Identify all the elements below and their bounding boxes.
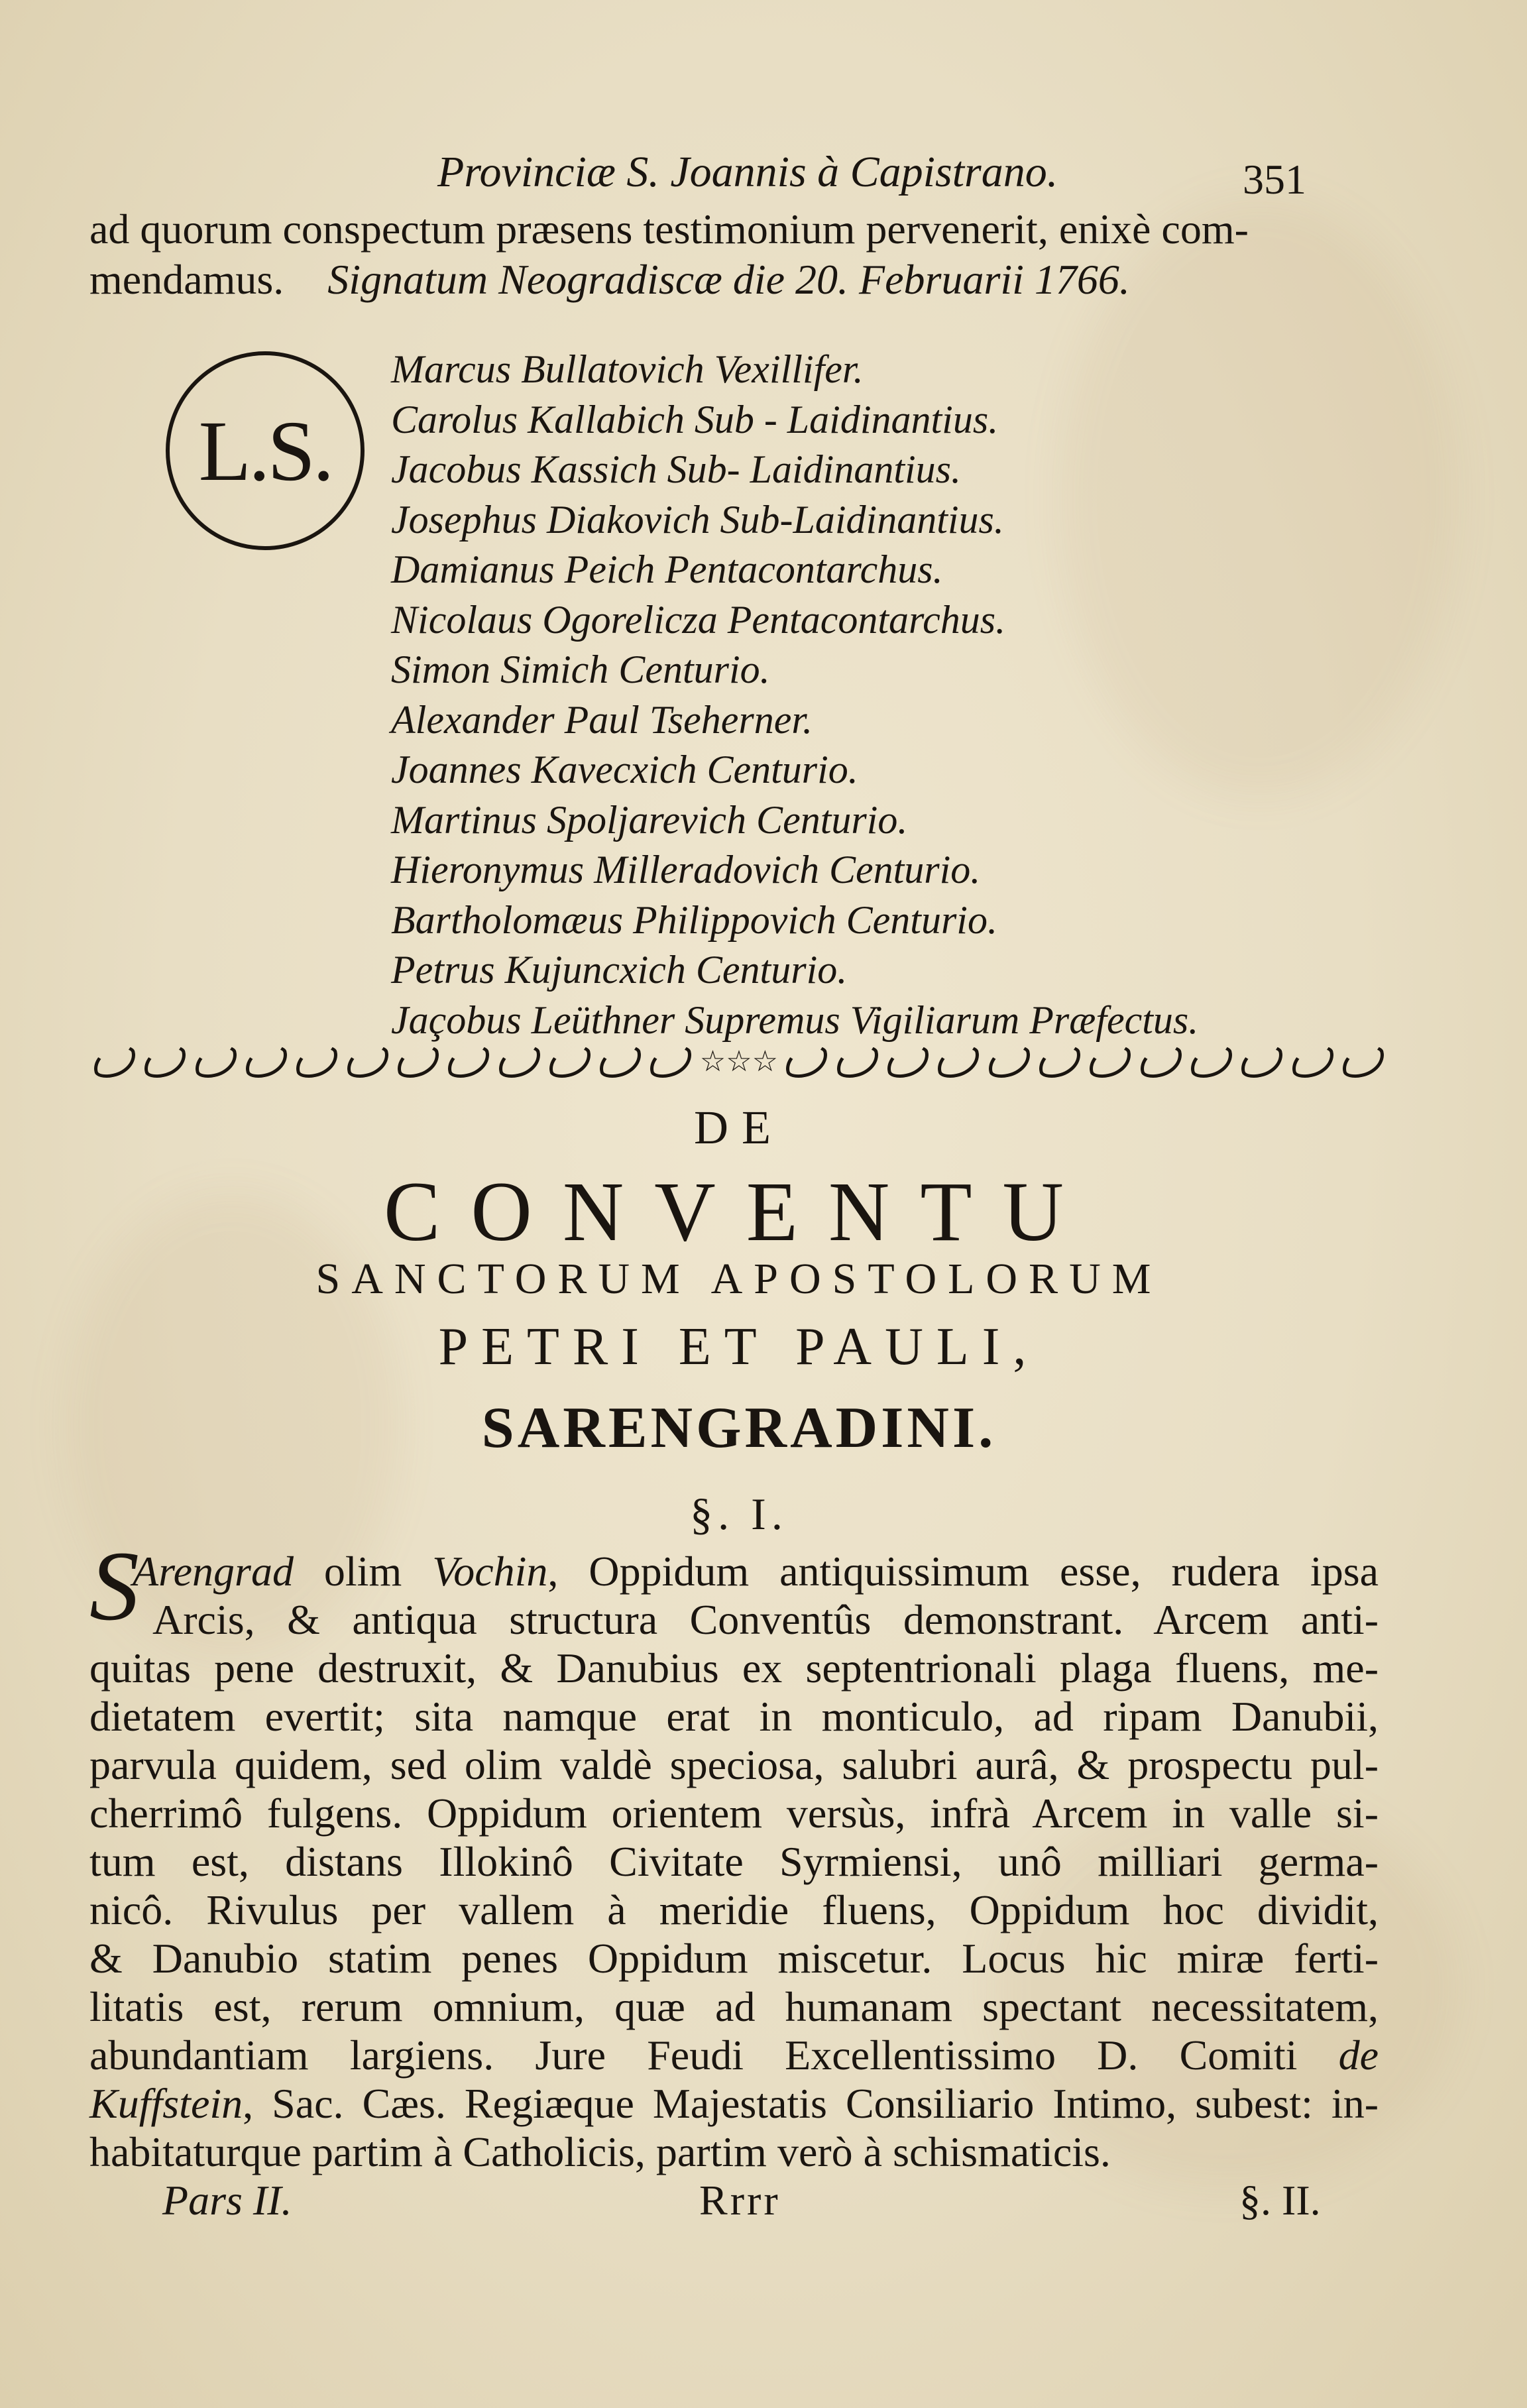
place-name: Arengrad [133,1548,294,1595]
paragraph-line: parvula quidem, sed olim valdè speciosa, salubri aurâ, & prospectu pul- [89,1741,1379,1788]
opening-line-2 [89,255,1349,305]
paragraph-line: habitaturque partim à Catholicis, partim verò à schismaticis. [89,2128,1111,2175]
scroll-ornament [1137,1044,1186,1080]
scroll-ornament [1288,1044,1337,1080]
paragraph-line: dietatem evertit; sita namque erat in monticulo, ad ripam Danubii, [89,1693,1379,1740]
scroll-ornament [545,1044,594,1080]
paragraph-line: nicô. Rivulus per vallem à meridie fluens, Oppidum hoc dividit, [89,1886,1379,1933]
signatory: Martinus Spoljarevich Centurio. [391,797,908,842]
signatory: Petrus Kujuncxich Centurio. [391,948,848,992]
scroll-ornament [783,1044,832,1080]
signatory: Joannes Kavecxich Centurio. [391,748,858,791]
signatory-list [391,345,1359,1045]
scroll-ornament [1339,1044,1385,1080]
signatory: Marcus Bullatovich Vexillifer. [391,347,864,391]
scroll-ornament [141,1044,190,1080]
footer-part-label: Pars II. [162,2177,292,2224]
paragraph-text: abundantiam largiens. Jure Feudi Excellentissimo D. Comiti [89,2032,1298,2079]
scroll-ornament [93,1044,139,1080]
scroll-ornament [1086,1044,1135,1080]
scroll-ornament [833,1044,882,1080]
paragraph-line [89,2032,1379,2079]
paragraph-text: olim [293,1548,433,1595]
place-name: Kuffstein [89,2080,243,2127]
page-number: 351 [1243,156,1306,203]
paragraph-line: litatis est, rerum omnium, quæ ad humanam spectant necessitatem, [89,1983,1379,2030]
scroll-ornament [192,1044,241,1080]
opening-line-1 [89,204,1349,255]
scroll-ornament [444,1044,493,1080]
signatory: Carolus Kallabich Sub - Laidinantius. [391,397,999,441]
signatory: Jacobus Kassich Sub- Laidinantius. [391,447,962,491]
paragraph-line [89,2080,1379,2128]
scroll-ornament [985,1044,1034,1080]
running-title: Provinciæ S. Joannis à Capistrano. [437,148,1058,196]
signatory: Bartholomæus Philippovich Centurio. [391,897,997,942]
signatory: Alexander Paul Tseherner. [391,697,813,742]
scroll-ornament [292,1044,341,1080]
running-head [437,147,1398,207]
ornament-band [93,1044,1385,1080]
paragraph-line: Arcis, & antiqua structura Conventûs demonstrant. Arcem anti- [152,1596,1379,1643]
paragraph-text: , Sac. Cæs. Regiæque Majestatis Consiliario Intimo, subest: in- [243,2080,1379,2127]
scroll-ornament [1187,1044,1236,1080]
scroll-ornament [242,1044,291,1080]
title-sanctorum-apostolorum: SANCTORUM APOSTOLORUM [315,1255,1162,1303]
scroll-ornament [596,1044,645,1080]
footer-signature-mark: Rrrr [699,2177,781,2224]
ornament-row [93,1044,1385,1080]
signatory: Jaçobus Leüthner Supremus Vigiliarum Præfectus. [391,998,1199,1042]
opening-text: mendamus. [89,256,284,303]
paragraph-line: cherrimô fulgens. Oppidum orientem versùs, infrà Arcem in valle si- [89,1790,1379,1837]
scroll-ornament [647,1044,696,1080]
title-sarengradini: SARENGRADINI. [481,1396,997,1460]
paragraph-text: de [1297,2032,1379,2079]
paragraph-line: tum est, distans Illokinô Civitate Syrmiensi, unô milliari germa- [89,1838,1379,1885]
signatory: Damianus Peich Pentacontarchus. [391,547,943,591]
signatory: Nicolaus Ogorelicza Pentacontarchus. [391,597,1006,642]
scroll-ornament [883,1044,933,1080]
title-conventu: CONVENTU [384,1165,1094,1259]
star-ornament: ☆☆☆ [699,1045,779,1078]
scroll-ornament [495,1044,544,1080]
scroll-ornament [1237,1044,1286,1080]
signatory: Josephus Diakovich Sub-Laidinantius. [391,497,1004,542]
title-de: DE [694,1101,784,1154]
signatory: Hieronymus Milleradovich Centurio. [391,848,981,891]
place-name: Vochin [432,1548,548,1595]
section-heading: §. I. [690,1489,788,1539]
scroll-ornament [343,1044,392,1080]
locus-sigilli-seal [166,351,365,550]
paragraph-line: quitas pene destruxit, & Danubius ex septentrionali plaga fluens, me- [89,1644,1379,1691]
paragraph-line [133,1548,1379,1595]
signature-date: Signatum Neogradiscæ die 20. Februarii 1766. [327,256,1130,303]
scroll-ornament [394,1044,443,1080]
scroll-ornament [934,1044,983,1080]
paragraph-text: , Oppidum antiquissimum esse, rudera ipsa [547,1548,1379,1595]
footer-catchword: §. II. [1239,2177,1321,2224]
drop-cap: S [89,1531,139,1641]
title-petri-et-pauli: PETRI ET PAULI, [438,1318,1040,1376]
signatory: Simon Simich Centurio. [391,648,770,691]
seal-label: L.S. [198,404,332,499]
opening-text: ad quorum conspectum præsens testimonium pervenerit, enixè com- [89,205,1249,253]
paragraph-line: & Danubio statim penes Oppidum miscetur. Locus hic miræ ferti- [89,1935,1379,1982]
scroll-ornament [1035,1044,1084,1080]
